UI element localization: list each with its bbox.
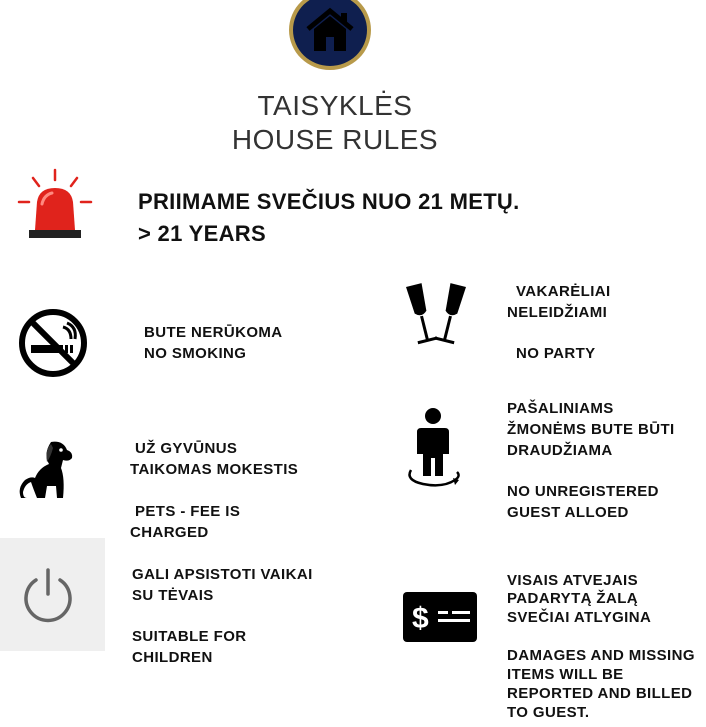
dollar-bill-icon <box>402 591 478 643</box>
damages-en4: TO GUEST. <box>507 704 590 721</box>
children-en2: CHILDREN <box>132 649 213 666</box>
pets-en1: PETS - FEE IS <box>135 503 241 520</box>
age-rule-line2: > 21 YEARS <box>138 221 266 246</box>
guests-en2: GUEST ALLOED <box>507 504 629 521</box>
children-lt2: SU TĖVAIS <box>132 587 214 604</box>
house-icon <box>304 7 356 53</box>
smoking-lt: BUTE NERŪKOMA <box>144 324 283 341</box>
children-lt1: GALI APSISTOTI VAIKAI <box>132 566 313 583</box>
children-en1: SUITABLE FOR <box>132 628 247 645</box>
smoking-en: NO SMOKING <box>144 345 247 362</box>
pets-lt1: UŽ GYVŪNUS <box>135 440 238 457</box>
guests-lt1: PAŠALINIAMS <box>507 400 614 417</box>
person-rotate-icon <box>403 406 463 490</box>
pets-lt2: TAIKOMAS MOKESTIS <box>130 461 299 478</box>
champagne-glasses-icon <box>400 278 472 352</box>
svg-text:$: $ <box>412 602 429 635</box>
guests-lt2: ŽMONĖMS BUTE BŪTI <box>507 421 675 438</box>
guests-en1: NO UNREGISTERED <box>507 483 659 500</box>
pets-en2: CHARGED <box>130 524 209 541</box>
damages-en3: REPORTED AND BILLED <box>507 685 693 702</box>
title-lt: TAISYKLĖS <box>257 90 413 121</box>
damages-lt3: SVEČIAI ATLYGINA <box>507 609 652 626</box>
house-logo <box>289 0 371 70</box>
dog-icon <box>17 438 75 502</box>
age-rule-line1: PRIIMAME SVEČIUS NUO 21 METŲ. <box>138 189 520 214</box>
title-en: HOUSE RULES <box>231 124 439 155</box>
party-en: NO PARTY <box>516 345 596 362</box>
damages-en2: ITEMS WILL BE <box>507 666 624 683</box>
party-lt1: VAKARĖLIAI <box>516 283 611 300</box>
power-icon <box>20 566 76 624</box>
damages-lt2: PADARYTĄ ŽALĄ <box>507 590 639 607</box>
damages-lt1: VISAIS ATVEJAIS <box>507 572 639 589</box>
no-smoking-icon <box>17 307 89 379</box>
siren-icon <box>15 168 95 240</box>
party-lt2: NELEIDŽIAMI <box>507 304 608 321</box>
damages-en1: DAMAGES AND MISSING <box>507 647 695 664</box>
guests-lt3: DRAUDŽIAMA <box>507 442 613 459</box>
